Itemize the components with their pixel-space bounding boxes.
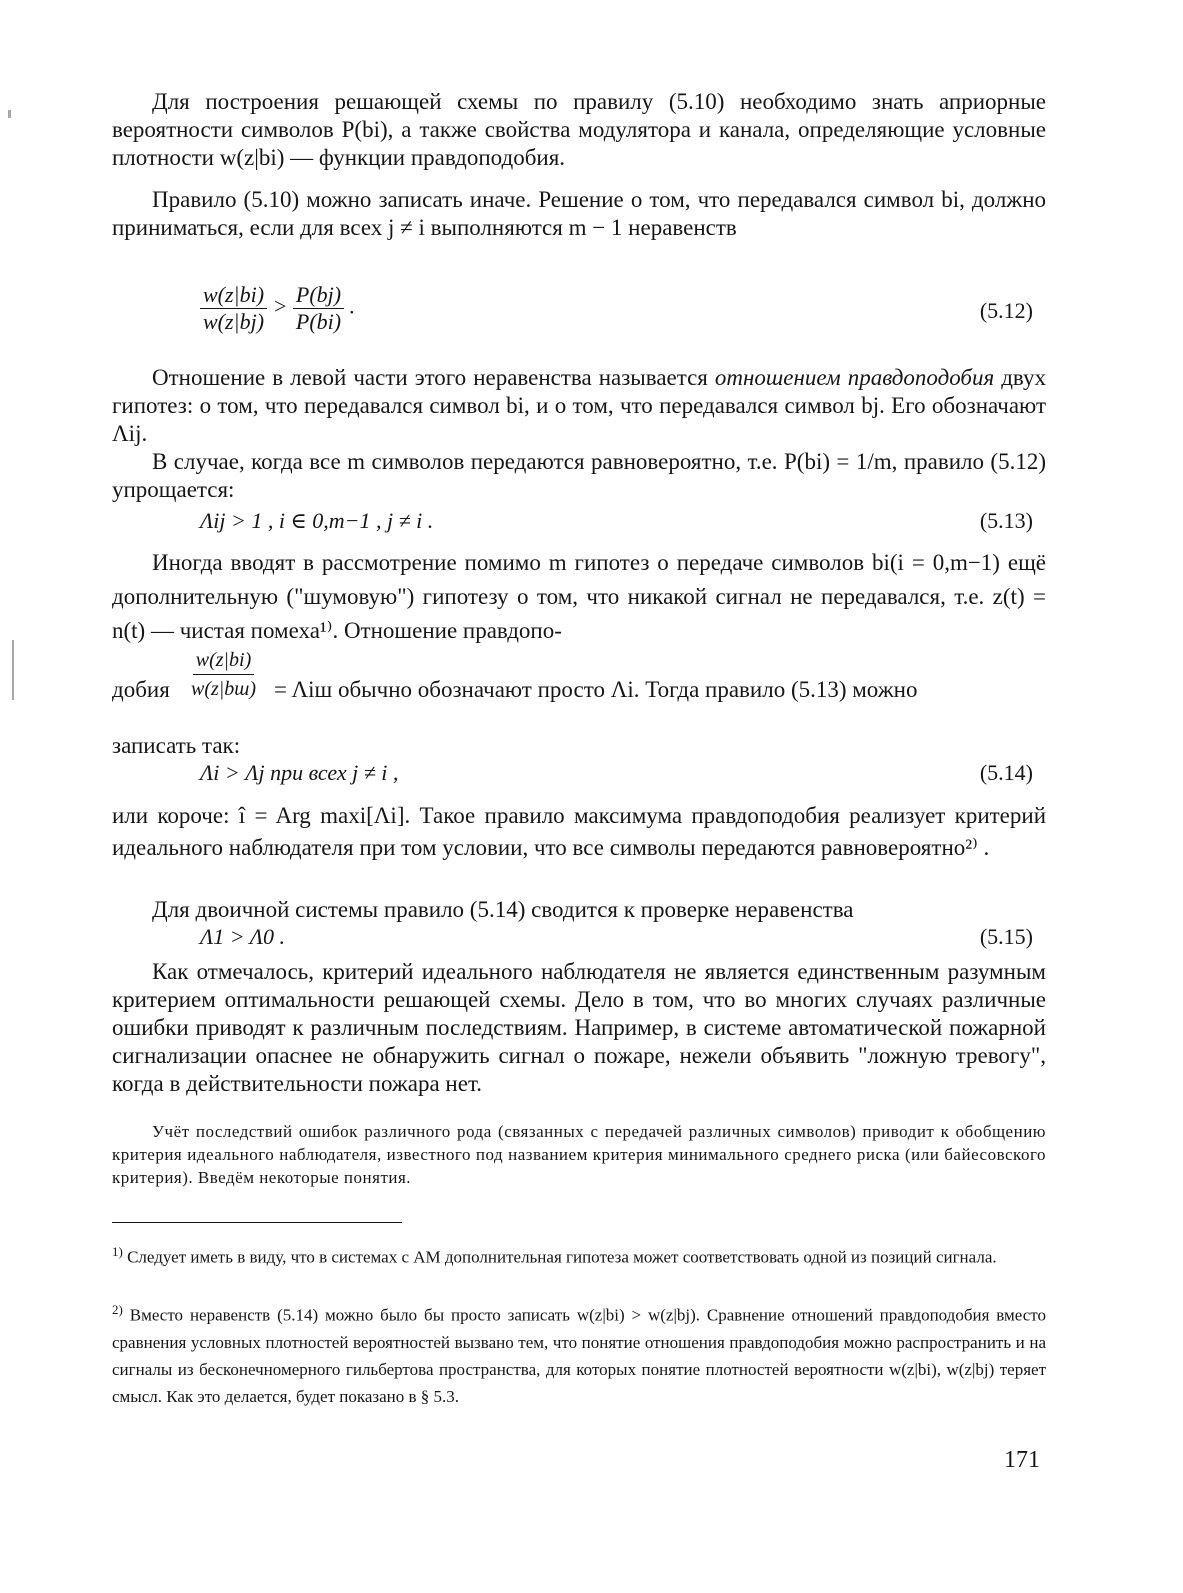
fraction-denominator: P(bi) — [295, 309, 342, 334]
noise-likelihood-fraction — [188, 646, 259, 703]
paragraph-9: Учёт последствий ошибок различного рода (связанных с передачей различных символов) приводит к обобщению критерия идеального наблюдателя, известного под названием критерия минимального среднего риска (или байесовского критерия). Введём некоторые понятия. — [112, 1122, 1046, 1187]
fraction-numerator: w(z|bi) — [200, 282, 267, 309]
paragraph-5-continued: записать так: — [112, 733, 241, 758]
footnote-marker: 1) — [112, 1244, 123, 1259]
equation-number: (5.13) — [979, 508, 1033, 533]
paragraph-5: Иногда вводят в рассмотрение помимо m гипотез о передаче символов bi(i = 0,m−1) ещё дополнительную ("шумовую") гипотезу о том, что никакой сигнал не передавался, т.е. z(t) = n(t) — чистая помеха¹⁾. Отношение правдопо- — [112, 550, 1046, 643]
text-fragment: = Λiш обычно обозначают просто Λi. Тогда правило (5.13) можно — [274, 677, 918, 702]
page-number: 171 — [1004, 1447, 1040, 1473]
footnote-1 — [112, 1240, 1046, 1269]
paragraph-3-rest: двух гипотез: о том, что передавался символ bi, и о том, что передавался символ bj. Его обозначают Λij. — [112, 365, 1046, 446]
equation-number: (5.12) — [979, 298, 1033, 323]
equation-period: . — [349, 293, 356, 319]
footnote-marker: 2) — [112, 1302, 123, 1317]
term-likelihood-ratio: отношением правдоподобия — [714, 365, 995, 390]
fraction-numerator: P(bj) — [293, 282, 344, 309]
fraction-denominator: w(z|bj) — [203, 309, 265, 334]
paragraph-2: Правило (5.10) можно записать иначе. Решение о том, что передавался символ bi, должно приниматься, если для всех j ≠ i выполняются m − 1 неравенств — [112, 187, 1046, 240]
scan-artifact — [8, 110, 11, 118]
paragraph-3-lead: Отношение в левой части этого неравенства называется — [152, 365, 715, 390]
equation-5-14: Λi > Λj при всех j ≠ i , — [200, 760, 399, 785]
text-fragment: добия — [112, 677, 170, 702]
scan-artifact — [12, 640, 14, 700]
paragraph-7: Для двоичной системы правило (5.14) сводится к проверке неравенства — [152, 897, 854, 922]
footnote-separator — [112, 1222, 402, 1223]
paragraph-4: В случае, когда все m символов передаются равновероятно, т.е. P(bi) = 1/m, правило (5.12) упрощается: — [112, 449, 1046, 502]
fraction-numerator: w(z|bi) — [193, 646, 255, 675]
likelihood-ratio-line — [112, 646, 1046, 726]
paragraph-1: Для построения решающей схемы по правилу (5.10) необходимо знать априорные вероятности символов P(bi), а также свойства модулятора и канала, определяющие условные плотности w(z|bi) — функции правдоподобия. — [112, 89, 1046, 170]
footnote-text: Следует иметь в виду, что в системах с АМ дополнительная гипотеза может соответствовать одной из позиций сигнала. — [127, 1247, 997, 1267]
paragraph-8: Как отмечалось, критерий идеального наблюдателя не является единственным разумным критерием оптимальности решающей схемы. Дело в том, что во многих случаях различные ошибки приводят к различным последствиям. Например, в системе автоматической пожарной сигнализации опаснее не обнаружить сигнал о пожаре, нежели объявить "ложную тревогу", когда в действительности пожара нет. — [112, 959, 1046, 1096]
equation-number: (5.14) — [979, 760, 1033, 785]
fraction-denominator: w(z|bш) — [191, 678, 257, 700]
equation-5-12 — [200, 282, 355, 335]
paragraph-3 — [112, 364, 1046, 448]
equation-5-13: Λij > 1 , i ∈ 0,m−1 , j ≠ i . — [200, 508, 434, 533]
prior-fraction — [293, 282, 344, 335]
footnote-2 — [112, 1296, 1046, 1410]
equation-number: (5.15) — [979, 924, 1033, 949]
paragraph-6: или короче: î = Arg maxi[Λi]. Такое правило максимума правдоподобия реализует критерий идеального наблюдателя при том условии, что все символы передаются равновероятно²⁾ . — [112, 803, 1046, 860]
likelihood-fraction — [200, 282, 267, 335]
footnote-text: Вместо неравенств (5.14) можно было бы просто записать w(z|bi) > w(z|bj). Сравнение отношений правдоподобия вместо сравнения условных плотностей вероятностей вызвано тем, что понятие отношения правдоподобия можно распространить и на сигналы из бесконечномерного гильбертова пространства, для которых понятие плотностей вероятности w(z|bi), w(z|bj) теряет смысл. Как это делается, будет показано в § 5.3. — [112, 1305, 1046, 1406]
inequality-sign: > — [272, 293, 288, 319]
equation-5-15: Λ1 > Λ0 . — [200, 924, 286, 949]
